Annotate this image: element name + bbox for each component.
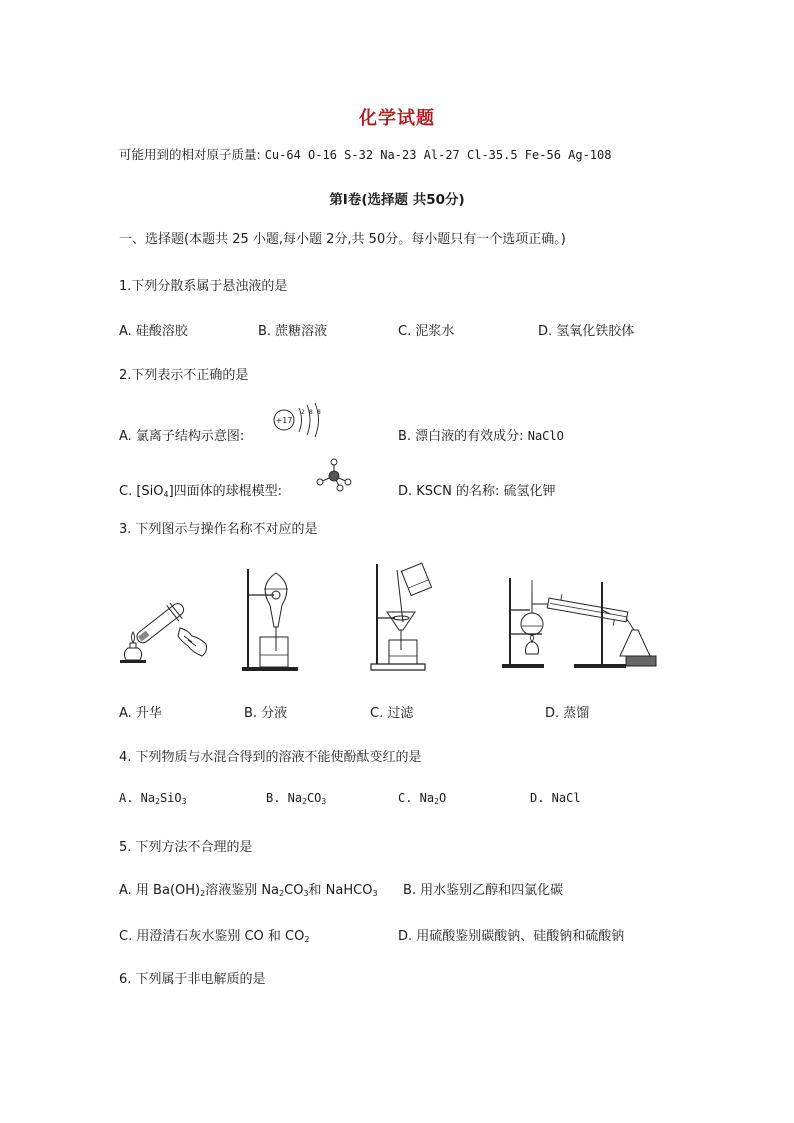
q1-option-d: D. 氢氧化铁胶体 (538, 324, 635, 339)
q4-b-text-2: CO (306, 791, 322, 805)
q4-option-a (119, 791, 186, 805)
q4-c-text-1: C. Na (398, 791, 435, 805)
q2-option-c (119, 480, 282, 499)
q5-option-a (119, 879, 378, 898)
q5-a-sub-1: 2 (200, 889, 206, 898)
q3-option-b: B. 分液 (244, 706, 288, 721)
q2-option-d (398, 480, 556, 499)
q1-option-b: B. 蔗糖溶液 (258, 324, 328, 339)
q5-option-b: B. 用水鉴别乙醇和四氯化碳 (403, 883, 564, 898)
q4-option-c (398, 791, 446, 805)
separatory-funnel-figure (240, 565, 300, 673)
q4-stem: 4. 下列物质与水混合得到的溶液不能使酚酞变红的是 (119, 750, 422, 765)
q2-option-d-label: D. KSCN 的名称: (398, 484, 500, 499)
nucleus-charge: +17 (275, 416, 293, 425)
distillation-apparatus-figure (500, 572, 662, 672)
q2-option-b (398, 425, 564, 444)
q2-option-b-value: NaClO (527, 429, 564, 443)
q2-option-d-value: 硫氢化钾 (503, 484, 556, 499)
atomic-masses (119, 145, 611, 163)
q1-option-a: A. 硅酸溶胶 (119, 324, 188, 339)
q4-c-text-2: O (438, 791, 447, 805)
q5-a-sub-2: 2 (279, 889, 285, 898)
q3-stem: 3. 下列图示与操作名称不对应的是 (119, 522, 318, 537)
q2-option-c-text: C. [SiO (119, 484, 164, 499)
atomic-masses-label: 可能用到的相对原子质量: (119, 147, 261, 162)
q4-a-text-1: A. Na (119, 791, 156, 805)
q4-a-text-2: SiO (159, 791, 182, 805)
q3-option-a: A. 升华 (119, 706, 162, 721)
sublimation-apparatus-figure (118, 590, 213, 675)
q2-stem: 2.下列表示不正确的是 (119, 368, 249, 383)
q1-option-c: C. 泥浆水 (398, 324, 455, 339)
sio4-ball-stick-model (312, 458, 358, 492)
q5-a-text-3: CO (284, 883, 304, 898)
atomic-masses-values: Cu-64 O-16 S-32 Na-23 Al-27 Cl-35.5 Fe-56 Ag-108 (264, 148, 612, 162)
section-title: 第I卷(选择题 共50分) (329, 192, 465, 208)
instructions: 一、选择题(本题共 25 小题,每小题 2分,共 50分。每小题只有一个选项正确。) (119, 232, 566, 247)
q2-option-b-label: B. 漂白液的有效成分: (398, 429, 524, 444)
q5-c-text-1: C. 用澄清石灰水鉴别 CO 和 CO (119, 929, 305, 944)
page-title: 化学试题 (359, 108, 435, 129)
q5-c-sub-1: 2 (304, 935, 310, 944)
q2-option-a: A. 氯离子结构示意图: (119, 429, 245, 444)
q4-option-d: D. NaCl (530, 791, 581, 805)
shell-3-electrons: 8 (317, 409, 321, 416)
q3-option-c: C. 过滤 (370, 706, 414, 721)
q3-option-d: D. 蒸馏 (545, 706, 590, 721)
q5-a-text-4: 和 NaHCO (308, 883, 373, 898)
q5-a-text-1: A. 用 Ba(OH) (119, 883, 201, 898)
q2-option-c-sub: 4 (163, 490, 169, 499)
q4-b-sub-2: 3 (321, 797, 327, 806)
shell-1-electrons: 2 (301, 409, 305, 416)
q5-stem: 5. 下列方法不合理的是 (119, 840, 253, 855)
q5-a-text-2: 溶液鉴别 Na (205, 883, 280, 898)
q4-b-text-1: B. Na (266, 791, 303, 805)
shell-2-electrons: 8 (309, 409, 313, 416)
q4-c-sub-1: 2 (434, 797, 439, 806)
q2-option-c-text-2: ]四面体的球棍模型: (168, 484, 283, 499)
q5-option-d: D. 用硫酸鉴别碳酸钠、硅酸钠和硫酸钠 (398, 929, 625, 944)
q1-stem: 1.下列分散系属于悬浊液的是 (119, 279, 288, 294)
chloride-ion-diagram (270, 402, 328, 438)
q6-stem: 6. 下列属于非电解质的是 (119, 972, 266, 987)
filtration-apparatus-figure (365, 560, 437, 672)
q5-option-c (119, 925, 309, 944)
q5-a-sub-4: 3 (372, 889, 378, 898)
q4-b-sub-1: 2 (302, 797, 307, 806)
q4-a-sub-1: 2 (155, 797, 160, 806)
q4-a-sub-2: 3 (181, 797, 187, 806)
q4-option-b (266, 791, 326, 805)
q5-a-sub-3: 3 (303, 889, 309, 898)
